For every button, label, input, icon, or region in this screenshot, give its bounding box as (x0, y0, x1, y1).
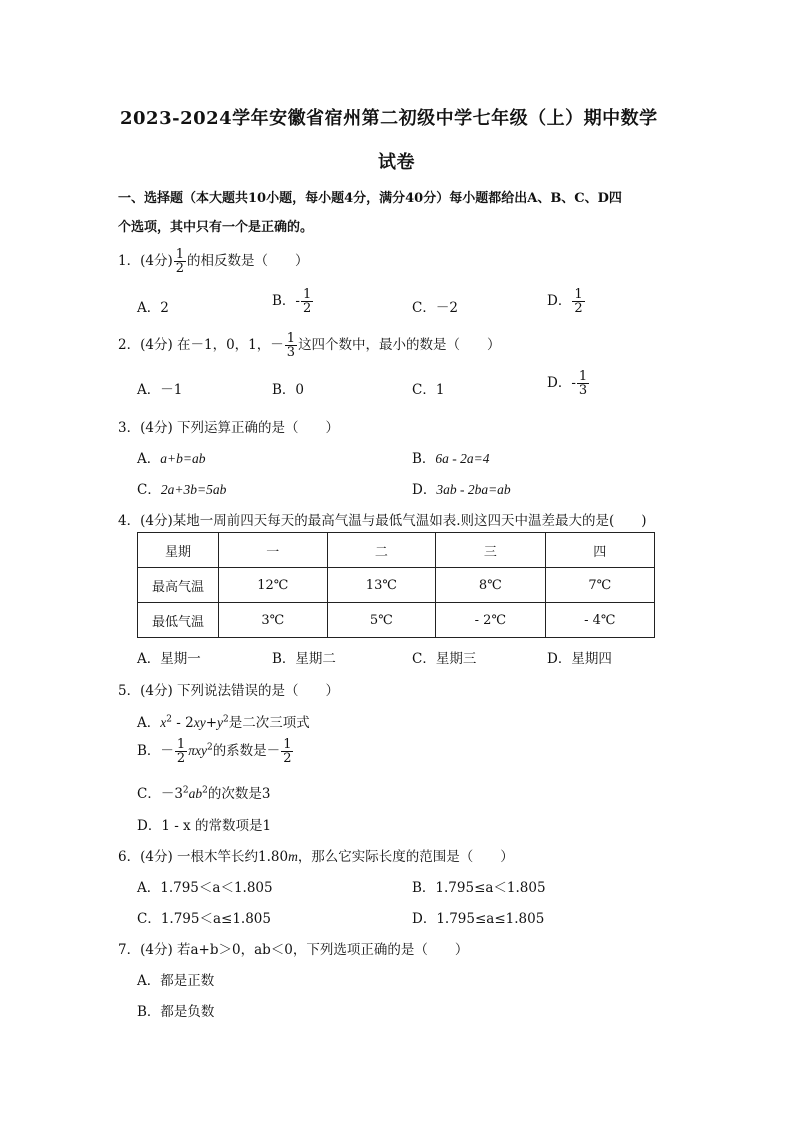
section-heading: 一、选择题（本大题共10小题，每小题4分，满分40分）每小题都给出A、B、C、D四 (118, 191, 622, 206)
q6-option-d[interactable]: D．1.795≤a≤1.805 (412, 911, 545, 927)
q3-option-a[interactable] (137, 447, 205, 467)
q3-option-c[interactable] (137, 478, 226, 498)
q6-option-c[interactable]: C．1.795＜a≤1.805 (137, 911, 271, 927)
page-title: 2023-2024学年安徽省宿州第二初级中学七年级（上）期中数学 (120, 108, 658, 129)
question-5-stem: 5．(4分) 下列说法错误的是（ ） (118, 683, 340, 699)
table-cell: - 4℃ (545, 603, 654, 638)
q5-option-c[interactable]: C．$-3^2ab^2$的次数是3 (137, 785, 271, 802)
question-6-stem (118, 845, 514, 865)
table-header-cell: 一 (219, 533, 328, 568)
math-expression: a+b=ab (160, 451, 206, 466)
table-header-cell: 二 (327, 533, 436, 568)
table-cell: 13℃ (327, 568, 436, 603)
question-2-fraction (285, 332, 297, 359)
q4-option-c[interactable]: C．星期三 (412, 651, 477, 667)
option-label: D． (412, 482, 437, 498)
question-2-suffix: 这四个数中，最小的数是（ ） (298, 337, 501, 353)
fraction-numerator: 1 (283, 737, 292, 752)
question-6-text: 6．(4分) 一根木竿长约1.80 (118, 849, 289, 865)
q1-option-b-fraction (301, 288, 313, 315)
q1-option-d-fraction (572, 288, 584, 315)
fraction-numerator: 1 (286, 331, 296, 346)
option-text: 的次数是3 (207, 786, 271, 802)
option-label: D． (547, 375, 572, 391)
table-cell: - 2℃ (436, 603, 545, 638)
q5-option-a[interactable]: A．$x^2 - 2xy+y^2$是二次三项式 (137, 714, 310, 731)
math-expression: 6a - 2a=4 (435, 451, 490, 466)
question-7-stem: 7．(4分) 若a+b＞0，ab＜0，下列选项正确的是（ ） (118, 942, 469, 958)
q2-option-b[interactable]: B．0 (272, 382, 305, 398)
question-2-prefix: 2．(4分) 在－1，0，1，－ (118, 337, 284, 353)
q4-option-b[interactable]: B．星期二 (272, 651, 336, 667)
option-label: A． (137, 715, 161, 731)
question-4-stem: 4．(4分)某地一周前四天每天的最高气温与最低气温如表.则这四天中温差最大的是( ) (118, 513, 647, 529)
q7-option-b[interactable]: B．都是负数 (137, 1004, 215, 1020)
fraction-numerator: 1 (574, 287, 583, 302)
table-cell: 5℃ (327, 603, 436, 638)
q2-option-c[interactable]: C．1 (412, 382, 445, 398)
question-6-text-end: ，那么它实际长度的范围是（ ） (297, 849, 514, 865)
table-header-cell: 星期 (138, 533, 219, 568)
option-label: B． (412, 451, 436, 467)
q5-option-b-fraction (175, 738, 187, 765)
page-title-continued: 试卷 (378, 152, 415, 173)
fraction-numerator: 1 (176, 737, 186, 752)
fraction-numerator: 1 (578, 369, 588, 384)
q3-option-b[interactable] (412, 447, 490, 467)
question-1-stem (118, 248, 309, 275)
option-label: B． (272, 293, 296, 309)
math-expression: 2a+3b=5ab (160, 482, 227, 497)
option-label: C．－3 (137, 786, 183, 802)
table-header-cell: 四 (545, 533, 654, 568)
q3-option-d[interactable] (412, 478, 511, 498)
table-row (138, 568, 655, 603)
table-header-cell: 三 (436, 533, 545, 568)
table-cell: 最低气温 (138, 603, 219, 638)
option-label: A． (137, 451, 161, 467)
table-cell: 8℃ (436, 568, 545, 603)
option-label: D． (547, 293, 572, 309)
q4-option-d[interactable]: D．星期四 (547, 651, 612, 667)
fraction-denominator: 2 (574, 301, 583, 316)
unit: m (288, 849, 298, 864)
table-cell: 7℃ (545, 568, 654, 603)
option-text: 是二次三项式 (228, 715, 310, 731)
temperature-table (137, 532, 655, 638)
fraction-denominator: 2 (175, 261, 184, 276)
question-1-prefix: 1．(4分) (118, 253, 173, 269)
table-cell: 最高气温 (138, 568, 219, 603)
fraction-numerator: 1 (302, 287, 312, 302)
fraction-denominator: 3 (578, 383, 588, 398)
fraction-numerator: 1 (175, 247, 184, 262)
table-cell: 12℃ (219, 568, 328, 603)
fraction-denominator: 2 (176, 751, 186, 766)
q1-option-a[interactable]: A．2 (137, 300, 169, 316)
question-1-fraction (174, 248, 186, 275)
question-1-suffix: 的相反数是（ ） (187, 253, 309, 269)
table-row (138, 603, 655, 638)
q7-option-a[interactable]: A．都是正数 (137, 973, 215, 989)
fraction-denominator: 2 (302, 301, 312, 316)
table-cell: 3℃ (219, 603, 328, 638)
fraction-denominator: 2 (283, 751, 292, 766)
q6-option-a[interactable]: A．1.795＜a＜1.805 (137, 880, 273, 896)
question-2-stem (118, 332, 501, 359)
math-expression: 3ab - 2ba=ab (436, 482, 511, 497)
q1-option-c[interactable]: C．－2 (412, 300, 458, 316)
minus-sign: - (571, 375, 576, 391)
q5-option-b[interactable]: B．－ $\frac{1}{2}$ πxy$^2$的系数是－ $\frac{1}{2}$ (137, 737, 292, 766)
fraction-denominator: 3 (286, 345, 296, 360)
q5-option-d[interactable]: D．1 - x 的常数项是1 (137, 818, 272, 834)
q2-option-d-fraction (577, 370, 589, 397)
q2-option-d[interactable] (547, 370, 590, 397)
table-header-row (138, 533, 655, 568)
option-text: 的系数是－ (212, 743, 281, 759)
section-heading-continued: 个选项，其中只有一个是正确的。 (118, 220, 314, 235)
q1-option-d[interactable] (547, 288, 586, 315)
minus-sign: - (295, 293, 300, 309)
q5-option-b-fraction-2 (281, 738, 293, 765)
q1-option-b[interactable] (272, 288, 314, 315)
option-label: B．－ (137, 743, 174, 759)
option-label: C． (137, 482, 161, 498)
question-3-stem: 3．(4分) 下列运算正确的是（ ） (118, 420, 340, 436)
q6-option-b[interactable]: B．1.795≤a＜1.805 (412, 880, 546, 896)
q4-option-a[interactable]: A．星期一 (137, 651, 201, 667)
q2-option-a[interactable]: A．－1 (137, 382, 183, 398)
